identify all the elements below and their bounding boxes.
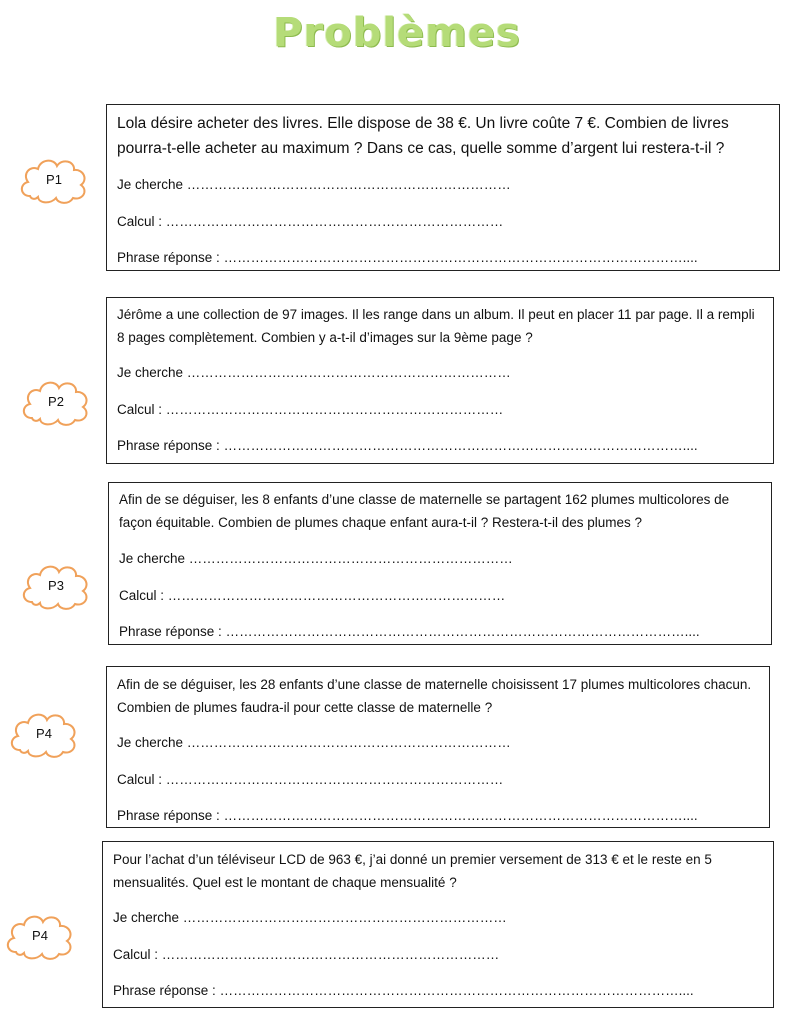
problem-label: P4 xyxy=(32,927,48,943)
je-cherche-field[interactable]: Je cherche ……………………………………………………………… xyxy=(117,735,511,750)
je-cherche-field[interactable]: Je cherche ……………………………………………………………… xyxy=(119,551,513,566)
phrase-reponse-field[interactable]: Phrase réponse : ………………………………………………………………………………………….... xyxy=(117,438,698,453)
problem-box-4 xyxy=(106,666,770,828)
cloud-label-p4 xyxy=(6,706,82,760)
page-title: Problèmes xyxy=(273,10,521,56)
calcul-field[interactable]: Calcul : ………………………………………………………………… xyxy=(117,772,504,787)
problem-label: P1 xyxy=(46,171,62,187)
problem-question: Pour l’achat d’un téléviseur LCD de 963 €, j’ai donné un premier versement de 313 € et le reste en 5 mensualités. Quel est le montant de chaque mensualité ? xyxy=(113,852,712,890)
problem-label: P4 xyxy=(36,725,52,741)
phrase-reponse-field[interactable]: Phrase réponse : ………………………………………………………………………………………….... xyxy=(117,808,698,823)
phrase-reponse-field[interactable]: Phrase réponse : ………………………………………………………………………………………….... xyxy=(119,624,700,639)
cloud-label-p2 xyxy=(18,374,94,428)
problem-box-5 xyxy=(102,841,774,1008)
cloud-label-p4b xyxy=(2,908,78,962)
problem-question: Jérôme a une collection de 97 images. Il les range dans un album. Il peut en placer 11 par page. Il a rempli 8 pages complètement. Combien y a-t-il d’images sur la 9ème page ? xyxy=(117,307,755,345)
cloud-label-p1 xyxy=(16,152,92,206)
problem-box-2 xyxy=(106,297,774,464)
problem-question: Afin de se déguiser, les 8 enfants d’une classe de maternelle se partagent 162 plumes multicolores de façon équitable. Combien de plumes chaque enfant aura-t-il ? Restera-t-il des plumes ? xyxy=(119,492,730,530)
je-cherche-field[interactable]: Je cherche ……………………………………………………………… xyxy=(117,365,511,380)
problem-question: Afin de se déguiser, les 28 enfants d’une classe de maternelle choisissent 17 plumes multicolores chacun. Combien de plumes faudra-il pour cette classe de maternelle ? xyxy=(117,677,752,715)
calcul-field[interactable]: Calcul : ………………………………………………………………… xyxy=(113,947,500,962)
problem-label: P3 xyxy=(48,577,64,593)
phrase-reponse-field[interactable]: Phrase réponse : ………………………………………………………………………………………….... xyxy=(113,983,694,998)
calcul-field[interactable]: Calcul : ………………………………………………………………… xyxy=(119,588,506,603)
je-cherche-field[interactable]: Je cherche ……………………………………………………………… xyxy=(113,910,507,925)
je-cherche-field[interactable]: Je cherche ……………………………………………………………… xyxy=(117,177,511,192)
cloud-label-p3 xyxy=(18,558,94,612)
problem-question: Lola désire acheter des livres. Elle dispose de 38 €. Un livre coûte 7 €. Combien de livres pourra-t-elle acheter au maximum ? Dans ce cas, quelle somme d’argent lui restera-t-il ? xyxy=(117,115,729,157)
calcul-field[interactable]: Calcul : ………………………………………………………………… xyxy=(117,214,504,229)
problem-label: P2 xyxy=(48,393,64,409)
calcul-field[interactable]: Calcul : ………………………………………………………………… xyxy=(117,402,504,417)
problem-box-1 xyxy=(106,104,780,271)
problem-box-3 xyxy=(108,482,772,645)
phrase-reponse-field[interactable]: Phrase réponse : ………………………………………………………………………………………….... xyxy=(117,250,698,265)
